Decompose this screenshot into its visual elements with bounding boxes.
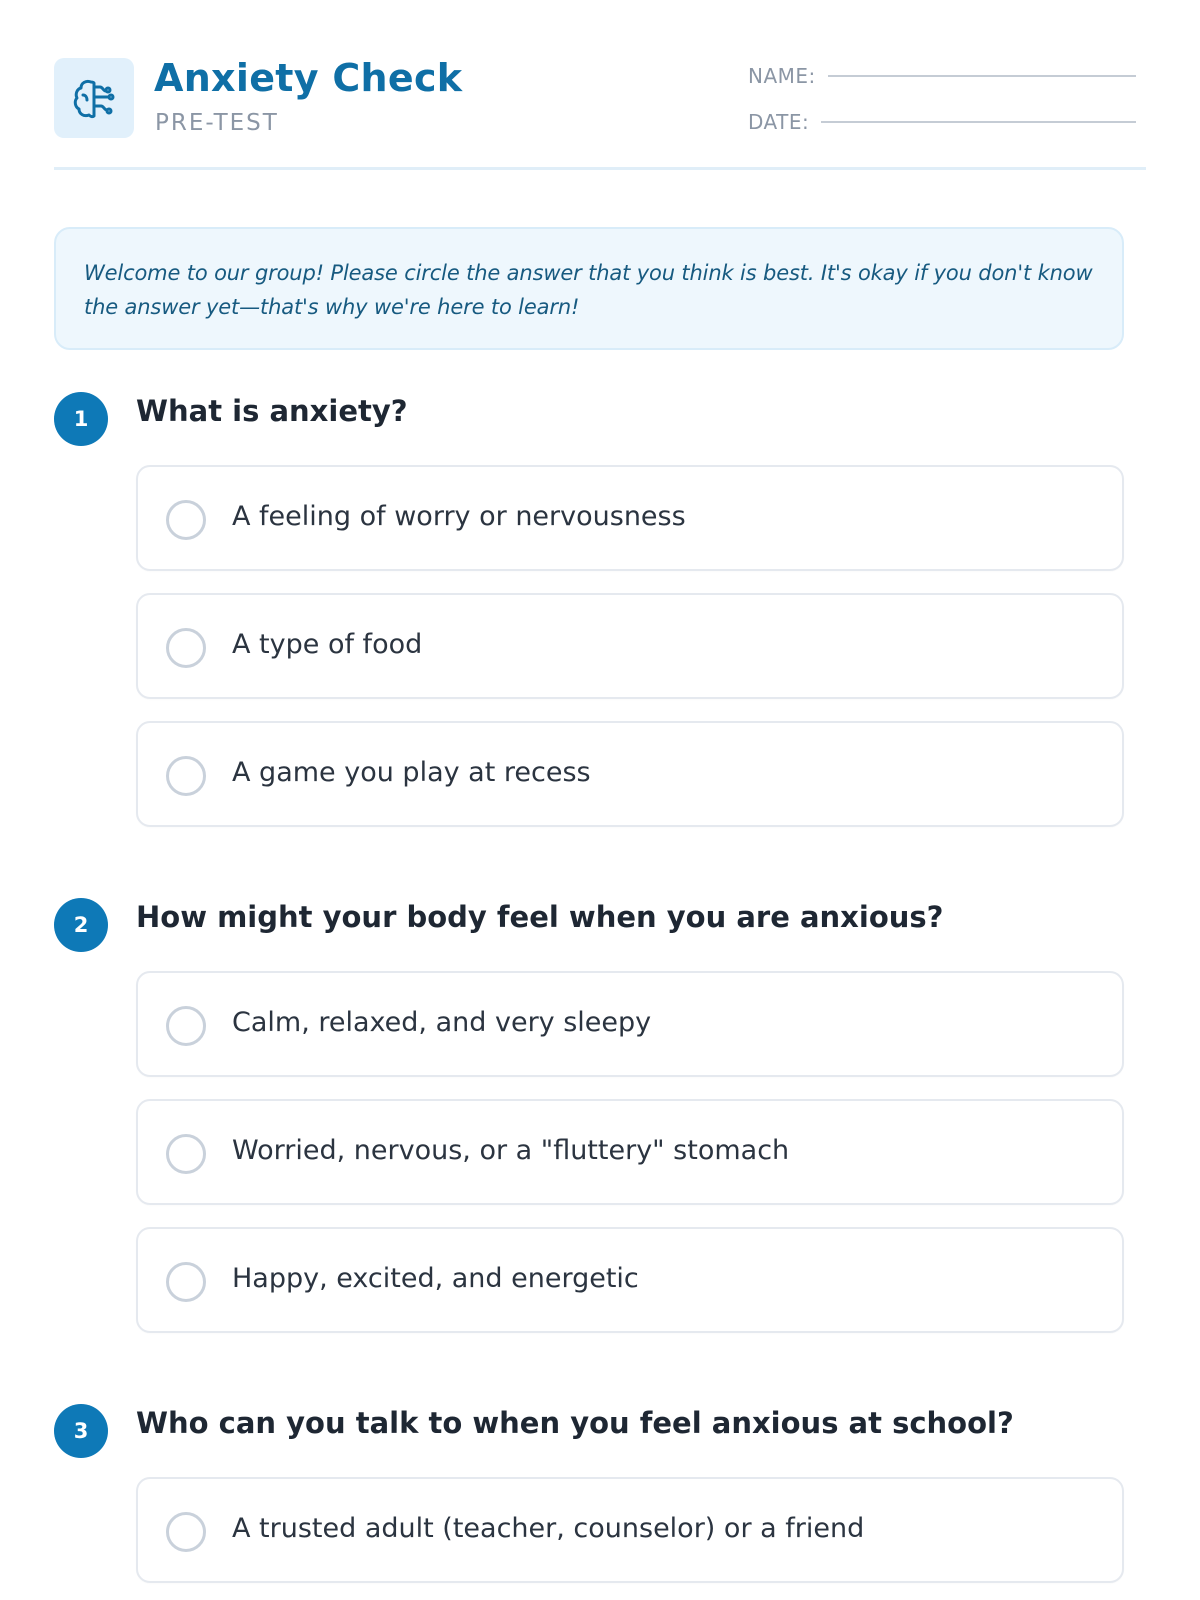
options-list xyxy=(136,971,1124,1355)
question-header xyxy=(54,898,1124,958)
question-number-badge: 2 xyxy=(54,898,108,952)
question-text: Who can you talk to when you feel anxious at school? xyxy=(136,1406,1014,1440)
brain-icon xyxy=(69,73,119,123)
radio-circle[interactable] xyxy=(166,756,206,796)
question-2 xyxy=(54,898,1124,1294)
date-label: DATE: xyxy=(748,110,810,134)
intro-text: Welcome to our group! Please circle the answer that you think is best. It's okay if you don't know the answer yet—that's why we're here to learn! xyxy=(84,261,1093,319)
date-field[interactable] xyxy=(748,110,1146,134)
page-subtitle: PRE-TEST xyxy=(155,110,279,136)
option-label: A game you play at recess xyxy=(232,757,591,788)
option-label: Calm, relaxed, and very sleepy xyxy=(232,1007,652,1038)
question-header xyxy=(54,1404,1124,1464)
question-text: What is anxiety? xyxy=(136,394,408,428)
radio-circle[interactable] xyxy=(166,1512,206,1552)
question-header xyxy=(54,392,1124,452)
option-item[interactable] xyxy=(136,465,1124,571)
logo xyxy=(54,58,134,138)
worksheet-header xyxy=(54,0,1146,170)
options-list xyxy=(136,465,1124,849)
radio-circle[interactable] xyxy=(166,1262,206,1302)
name-field[interactable] xyxy=(748,64,1146,88)
question-text: How might your body feel when you are anxious? xyxy=(136,900,944,934)
options-list xyxy=(136,1477,1124,1600)
radio-circle[interactable] xyxy=(166,500,206,540)
option-item[interactable] xyxy=(136,593,1124,699)
name-line[interactable] xyxy=(828,75,1136,77)
option-label: A feeling of worry or nervousness xyxy=(232,501,686,532)
page-title: Anxiety Check xyxy=(154,56,463,100)
option-label: A trusted adult (teacher, counselor) or a friend xyxy=(232,1513,865,1544)
radio-circle[interactable] xyxy=(166,628,206,668)
date-line[interactable] xyxy=(821,121,1136,123)
option-item[interactable] xyxy=(136,971,1124,1077)
option-label: Worried, nervous, or a "fluttery" stomach xyxy=(232,1135,790,1166)
option-label: Happy, excited, and energetic xyxy=(232,1263,639,1294)
question-1 xyxy=(54,392,1124,788)
radio-circle[interactable] xyxy=(166,1006,206,1046)
question-number-badge: 3 xyxy=(54,1404,108,1458)
name-label: NAME: xyxy=(748,64,816,88)
question-number-badge: 1 xyxy=(54,392,108,446)
question-3 xyxy=(54,1404,1124,1544)
option-item[interactable] xyxy=(136,1227,1124,1333)
radio-circle[interactable] xyxy=(166,1134,206,1174)
option-label: A type of food xyxy=(232,629,423,660)
option-item[interactable] xyxy=(136,721,1124,827)
option-item[interactable] xyxy=(136,1099,1124,1205)
intro-box xyxy=(54,227,1124,350)
option-item[interactable] xyxy=(136,1477,1124,1583)
